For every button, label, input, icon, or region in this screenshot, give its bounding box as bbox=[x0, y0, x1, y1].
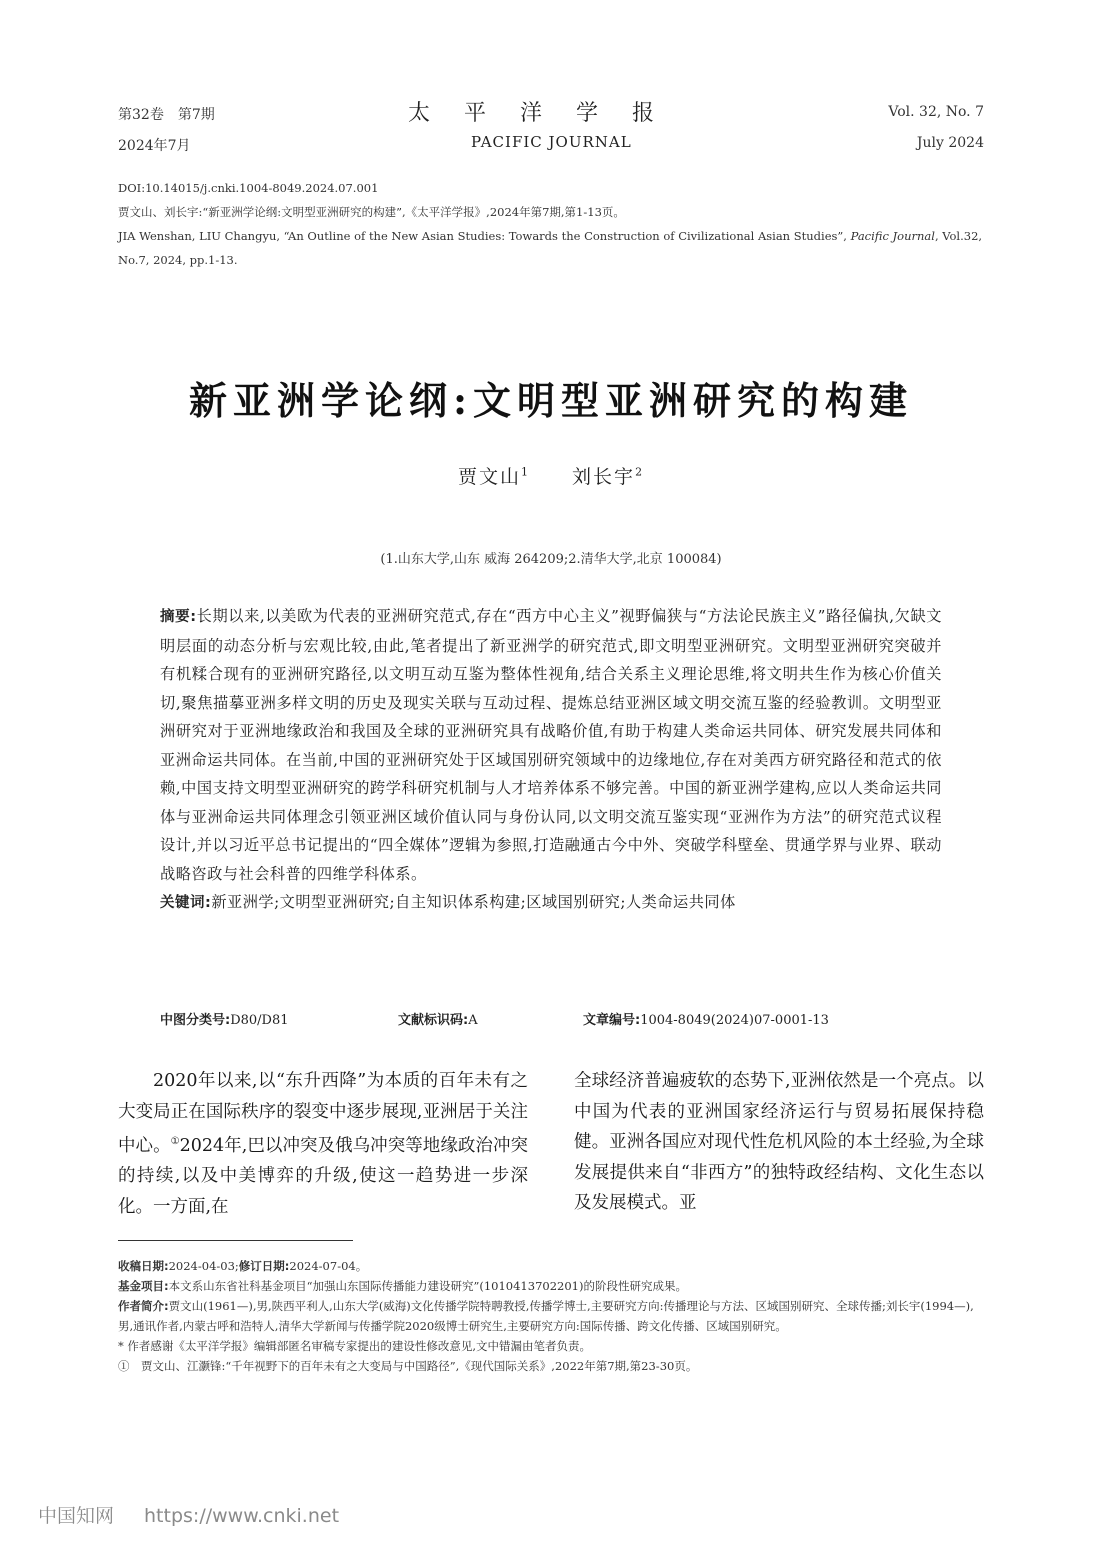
citation-en-journal: Pacific Journal bbox=[850, 229, 935, 243]
journal-title-en: PACIFIC JOURNAL bbox=[471, 133, 632, 151]
abstract-text: 长期以来,以美欧为代表的亚洲研究范式,存在“西方中心主义”视野偏狭与“方法论民族主义”路径偏执,欠缺文明层面的动态分析与宏观比较,由此,笔者提出了新亚洲学的研究范式,即文明型亚洲研究。文明型亚洲研究突破并有机糅合现有的亚洲研究路径,以文明互动互鉴为整体性视角,结合关系主义理论思维,将文明共生作为核心价值关切,聚焦描摹亚洲多样文明的历史及现实关联与互动过程、提炼总结亚洲区域文明交流互鉴的经验教训。文明型亚洲研究对于亚洲地缘政治和我国及全球的亚洲研究具有战略价值,有助于构建人类命运共同体、研究发展共同体和亚洲命运共同体。在当前,中国的亚洲研究处于区域国别研究领域中的边缘地位,存在对美西方研究路径和范式的依赖,中国支持文明型亚洲研究的跨学科研究机制与人才培养体系不够完善。中国的新亚洲学建构,应以人类命运共同体与亚洲命运共同体理念引领亚洲区域价值认同与身份认同,以文明交流互鉴实现“亚洲作为方法”的研究范式议程设计,并以习近平总书记提出的“四全媒体”逻辑为参照,打造融通古今中外、突破学科壁垒、贯通学界与业界、联动战略咨政与社会科普的四维学科体系。 bbox=[160, 607, 942, 883]
articleno-item bbox=[583, 1009, 829, 1028]
cnki-url[interactable]: https://www.cnki.net bbox=[144, 1505, 340, 1527]
date-cn: 2024年7月 bbox=[118, 138, 191, 154]
revised-date: 2024-07-04。 bbox=[289, 1259, 368, 1273]
volume-issue-cn: 第32卷 第7期 bbox=[118, 107, 215, 123]
footnote-rule bbox=[118, 1240, 353, 1241]
citation-en-before: JIA Wenshan, LIU Changyu, “An Outline of the New Asian Studies: Towards the Construction of Civilizational Asian Studies”, bbox=[118, 229, 851, 243]
fund-text: 本文系山东省社科基金项目“加强山东国际传播能力建设研究”(1010413702201)的阶段性研究成果。 bbox=[168, 1279, 687, 1293]
doccode-value: A bbox=[468, 1013, 478, 1028]
footnote-ref-1[interactable]: ① bbox=[170, 1136, 180, 1147]
doccode-item bbox=[398, 1009, 478, 1028]
body-column-right: 全球经济普遍疲软的态势下,亚洲依然是一个亮点。以中国为代表的亚洲国家经济运行与贸易拓展保持稳健。亚洲各国应对现代性危机风险的本土经验,为全球发展提供来自“非西方”的独特政经结构、文化生态以及发展模式。亚 bbox=[574, 1071, 984, 1213]
author-2: 刘长宇 bbox=[572, 466, 636, 488]
author-1: 贾文山 bbox=[457, 466, 521, 488]
bio-label: 作者简介: bbox=[118, 1299, 169, 1313]
volume-issue-en: Vol. 32, No. 7 bbox=[888, 104, 984, 120]
journal-title-cn: 太平洋学报 bbox=[408, 101, 689, 126]
doi[interactable]: DOI:10.14015/j.cnki.1004-8049.2024.07.001 bbox=[118, 181, 379, 195]
footnotes bbox=[118, 1256, 984, 1376]
abstract bbox=[160, 602, 942, 918]
revised-label: 修订日期: bbox=[238, 1259, 290, 1273]
articleno-value: 1004-8049(2024)07-0001-13 bbox=[640, 1013, 829, 1028]
date-en: July 2024 bbox=[916, 135, 984, 151]
body-col1-part-a: 2020年以来,以“东升西降”为本质的百年未有之大变局正在国际秩序的裂变中逐步展现,亚洲居于关注中心。 bbox=[118, 1071, 528, 1156]
citation-en-after: , Vol.32, No.7, 2024, pp.1-13. bbox=[118, 229, 983, 267]
ack-note: * 作者感谢《太平洋学报》编辑部匿名审稿专家提出的建设性修改意见,文中错漏由笔者负责。 bbox=[118, 1339, 592, 1353]
keywords-line bbox=[160, 888, 942, 918]
bio-note bbox=[118, 1296, 984, 1336]
footnote-1: ① 贾文山、江灏锋:“千年视野下的百年未有之大变局与中国路径”,《现代国际关系》,2022年第7期,第23-30页。 bbox=[118, 1359, 698, 1373]
articleno-label: 文章编号: bbox=[583, 1013, 641, 1028]
cnki-brand: 中国知网 bbox=[38, 1505, 115, 1527]
received-date: 2024-04-03; bbox=[168, 1259, 239, 1273]
fund-note bbox=[118, 1276, 984, 1296]
article-title: 新亚洲学论纲:文明型亚洲研究的构建 bbox=[188, 378, 914, 423]
abstract-label: 摘要: bbox=[160, 609, 197, 625]
cnki-watermark bbox=[38, 1501, 369, 1528]
keywords: 新亚洲学;文明型亚洲研究;自主知识体系构建;区域国别研究;人类命运共同体 bbox=[211, 893, 736, 911]
doccode-label: 文献标识码: bbox=[398, 1013, 469, 1028]
body-col1-part-b: 2024年,巴以冲突及俄乌冲突等地缘政治冲突的持续,以及中美博弈的升级,使这一趋势进一步深化。一方面,在 bbox=[118, 1135, 529, 1217]
fund-label: 基金项目: bbox=[118, 1279, 169, 1293]
author-1-affil-mark: 1 bbox=[520, 465, 530, 479]
clc-item bbox=[160, 1009, 289, 1028]
received-label: 收稿日期: bbox=[118, 1259, 169, 1273]
author-2-affil-mark: 2 bbox=[635, 465, 645, 479]
abstract-body bbox=[160, 602, 942, 888]
citation-cn: 贾文山、刘长宇:“新亚洲学论纲:文明型亚洲研究的构建”,《太平洋学报》,2024年第7期,第1-13页。 bbox=[118, 205, 625, 219]
dates-note bbox=[118, 1256, 984, 1276]
keywords-label: 关键词: bbox=[160, 895, 212, 911]
clc-value: D80/D81 bbox=[230, 1013, 289, 1028]
author-line bbox=[0, 462, 1102, 489]
affiliation: (1.山东大学,山东 威海 264209;2.清华大学,北京 100084) bbox=[380, 552, 722, 567]
citation-block bbox=[118, 176, 986, 272]
citation-en bbox=[118, 224, 986, 272]
clc-label: 中图分类号: bbox=[160, 1013, 231, 1028]
body-column-left bbox=[118, 1066, 528, 1222]
bio-text: 贾文山(1961—),男,陕西平利人,山东大学(威海)文化传播学院特聘教授,传播学博士,主要研究方向:传播理论与方法、区域国别研究、全球传播;刘长宇(1994—),男,通讯作者,内蒙古呼和浩特人,清华大学新闻与传播学院2020级博士研究生,主要研究方向:国际传播、跨文化传播、区域国别研究。 bbox=[118, 1299, 974, 1333]
